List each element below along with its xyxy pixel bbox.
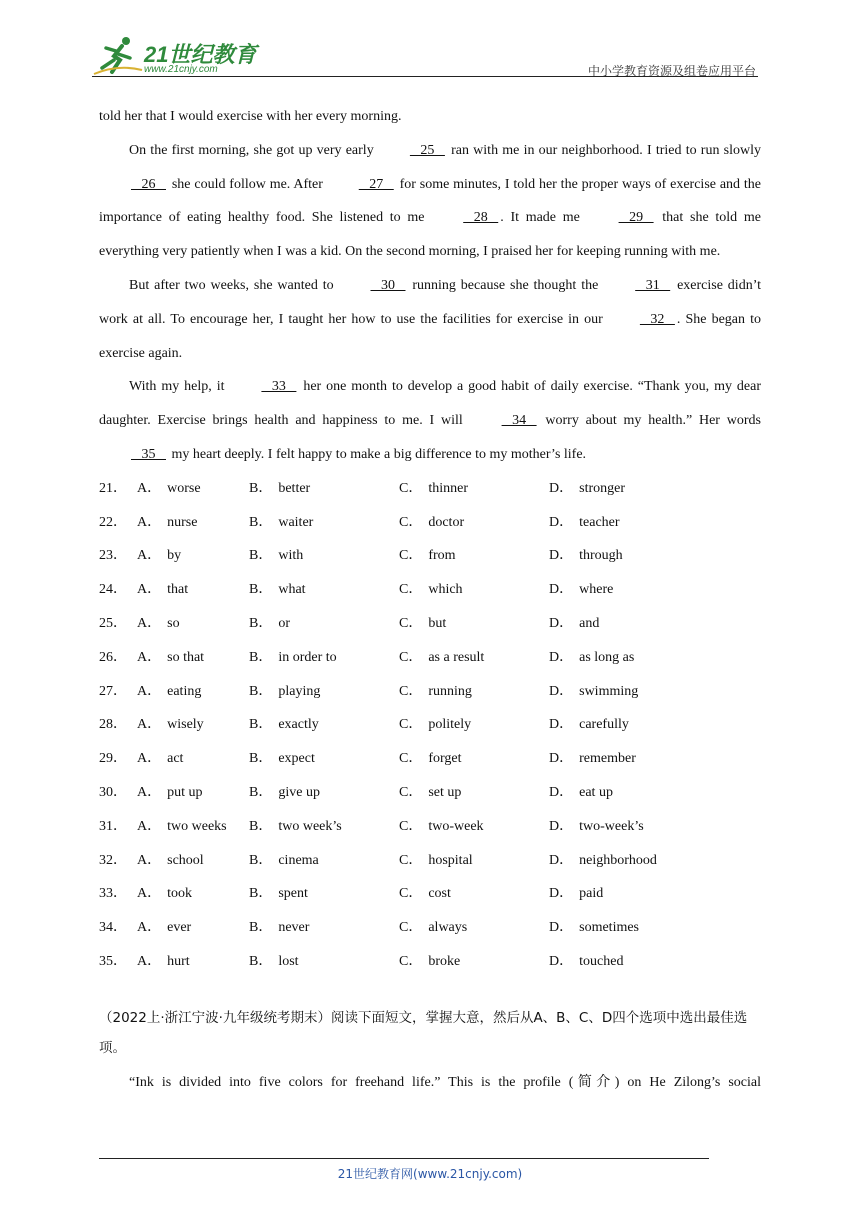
option-b bbox=[249, 641, 399, 675]
option-d bbox=[549, 506, 620, 540]
option-letter: C． bbox=[399, 683, 423, 699]
option-letter: D． bbox=[549, 886, 574, 902]
question-number: 22． bbox=[99, 514, 127, 530]
option-b bbox=[249, 810, 399, 844]
passage-paragraph bbox=[99, 134, 761, 269]
option-text: eat up bbox=[579, 784, 613, 800]
option-c bbox=[399, 810, 549, 844]
option-text: touched bbox=[579, 953, 624, 969]
option-letter: A． bbox=[137, 683, 162, 699]
option-c bbox=[399, 607, 549, 641]
passage-text: she could follow me. After bbox=[168, 176, 327, 192]
cloze-blank: 35 bbox=[131, 446, 166, 462]
option-text: running bbox=[428, 683, 472, 699]
option-b bbox=[249, 742, 399, 776]
passage-text: But after two weeks, she wanted to bbox=[129, 277, 339, 293]
option-text: that bbox=[167, 582, 189, 598]
option-a bbox=[137, 607, 249, 641]
option-letter: D． bbox=[549, 582, 574, 598]
question-options-row bbox=[99, 607, 761, 641]
option-b bbox=[249, 708, 399, 742]
option-letter: A． bbox=[137, 852, 162, 868]
question-number: 29． bbox=[99, 751, 127, 767]
option-letter: D． bbox=[549, 818, 574, 834]
option-c bbox=[399, 877, 549, 911]
question-number: 32． bbox=[99, 852, 127, 868]
option-letter: A． bbox=[137, 920, 162, 936]
option-letter: B． bbox=[249, 751, 273, 767]
header-divider bbox=[92, 76, 758, 77]
option-text: through bbox=[579, 548, 623, 564]
option-text: and bbox=[579, 615, 600, 631]
option-a bbox=[137, 911, 249, 945]
option-c bbox=[399, 506, 549, 540]
option-text: but bbox=[428, 615, 447, 631]
option-letter: C． bbox=[399, 649, 423, 665]
footer-divider bbox=[99, 1158, 709, 1159]
option-c bbox=[399, 472, 549, 506]
passage-text: With my help, it bbox=[129, 379, 230, 395]
option-c bbox=[399, 573, 549, 607]
option-letter: C． bbox=[399, 920, 423, 936]
option-text: two week’s bbox=[278, 818, 342, 834]
option-text: so bbox=[167, 615, 180, 631]
cloze-blank: 28 bbox=[463, 210, 499, 226]
question-number: 28． bbox=[99, 717, 127, 733]
option-text: sometimes bbox=[579, 920, 640, 936]
logo-url: www.21cnjy.com bbox=[144, 64, 218, 75]
passage-text: On the first morning, she got up very early bbox=[129, 142, 378, 158]
option-c bbox=[399, 675, 549, 709]
option-text: as long as bbox=[579, 649, 635, 665]
question-number: 30． bbox=[99, 784, 127, 800]
passage-text: . It made me bbox=[500, 210, 587, 226]
question-options-row bbox=[99, 539, 761, 573]
question-options-row bbox=[99, 776, 761, 810]
option-text: carefully bbox=[579, 717, 629, 733]
passage-text: . She began to exercise again. bbox=[99, 311, 761, 361]
question-options-row bbox=[99, 506, 761, 540]
option-text: with bbox=[278, 548, 304, 564]
option-letter: D． bbox=[549, 649, 574, 665]
passage-text: exercise didn’t work at all. To encourage her, I taught her how to use the facilities for exercise in our bbox=[99, 277, 761, 327]
option-letter: B． bbox=[249, 582, 273, 598]
passage-text: told her that I would exercise with her every morning. bbox=[99, 109, 402, 124]
question-options-row bbox=[99, 573, 761, 607]
option-letter: D． bbox=[549, 717, 574, 733]
option-a bbox=[137, 641, 249, 675]
option-d bbox=[549, 945, 623, 979]
cloze-blank: 30 bbox=[370, 277, 406, 293]
option-a bbox=[137, 708, 249, 742]
option-text: forget bbox=[428, 751, 462, 767]
option-letter: B． bbox=[249, 818, 273, 834]
option-text: set up bbox=[428, 784, 462, 800]
option-b bbox=[249, 573, 399, 607]
option-c bbox=[399, 708, 549, 742]
question-number: 33． bbox=[99, 886, 127, 902]
cloze-blank: 33 bbox=[261, 379, 297, 395]
option-b bbox=[249, 472, 399, 506]
option-text: hospital bbox=[428, 852, 473, 868]
option-text: exactly bbox=[278, 717, 319, 733]
question-number: 31． bbox=[99, 818, 127, 834]
passage-text: for some minutes, I told her the proper ways of exercise and the importance of eating healthy food. She listened to me bbox=[99, 176, 761, 226]
option-letter: B． bbox=[249, 480, 273, 496]
option-text: where bbox=[579, 582, 614, 598]
passage-text: that she told me everything very patiently when I was a kid. On the second morning, I praised her for keeping running with me. bbox=[99, 210, 761, 260]
option-letter: D． bbox=[549, 751, 574, 767]
question-number: 35． bbox=[99, 953, 127, 969]
option-b bbox=[249, 776, 399, 810]
option-letter: B． bbox=[249, 953, 273, 969]
option-letter: A． bbox=[137, 615, 162, 631]
option-text: swimming bbox=[579, 683, 639, 699]
option-a bbox=[137, 742, 249, 776]
option-text: broke bbox=[428, 953, 461, 969]
option-text: two weeks bbox=[167, 818, 227, 834]
option-text: stronger bbox=[579, 480, 626, 496]
question-number: 23． bbox=[99, 548, 127, 564]
cloze-blank: 25 bbox=[409, 142, 445, 158]
passage-text: running because she thought the bbox=[407, 277, 604, 293]
option-text: paid bbox=[579, 886, 604, 902]
passage-paragraph bbox=[99, 100, 761, 134]
option-text: took bbox=[167, 886, 193, 902]
option-d bbox=[549, 844, 657, 878]
option-a bbox=[137, 945, 249, 979]
option-letter: C． bbox=[399, 886, 423, 902]
option-text: thinner bbox=[428, 480, 468, 496]
option-text: better bbox=[278, 480, 311, 496]
option-text: remember bbox=[579, 751, 636, 767]
option-c bbox=[399, 742, 549, 776]
option-d bbox=[549, 675, 638, 709]
option-text: doctor bbox=[428, 514, 465, 530]
option-text: what bbox=[278, 582, 306, 598]
question-number: 25． bbox=[99, 615, 127, 631]
option-text: or bbox=[278, 615, 291, 631]
option-text: two-week’s bbox=[579, 818, 644, 834]
option-text: nurse bbox=[167, 514, 198, 530]
option-text: which bbox=[428, 582, 463, 598]
option-letter: B． bbox=[249, 886, 273, 902]
option-c bbox=[399, 776, 549, 810]
option-d bbox=[549, 539, 623, 573]
section-instruction: （2022上·浙江宁波·九年级统考期末）阅读下面短文，掌握大意，然后从A、B、C、D四个选项中选出最佳选项。 bbox=[99, 1009, 748, 1056]
option-c bbox=[399, 911, 549, 945]
option-text: playing bbox=[278, 683, 321, 699]
option-letter: B． bbox=[249, 784, 273, 800]
option-a bbox=[137, 776, 249, 810]
option-letter: B． bbox=[249, 649, 273, 665]
option-text: so that bbox=[167, 649, 205, 665]
option-letter: A． bbox=[137, 548, 162, 564]
option-letter: B． bbox=[249, 548, 273, 564]
option-letter: C． bbox=[399, 717, 423, 733]
cloze-blank: 34 bbox=[501, 413, 537, 429]
option-text: waiter bbox=[278, 514, 314, 530]
option-c bbox=[399, 539, 549, 573]
cloze-blank: 26 bbox=[131, 176, 166, 192]
option-text: teacher bbox=[579, 514, 620, 530]
option-a bbox=[137, 877, 249, 911]
option-letter: C． bbox=[399, 953, 423, 969]
option-text: act bbox=[167, 751, 184, 767]
question-number: 21． bbox=[99, 480, 127, 496]
option-b bbox=[249, 675, 399, 709]
option-text: as a result bbox=[428, 649, 485, 665]
passage-text: her one month to develop a good habit of daily exercise. “Thank you, my dear daughter. Exercise brings health and happiness to me. I will bbox=[99, 379, 761, 429]
next-passage-first-line: “Ink is divided into five colors for freehand life.” This is the profile (简介) on He Zilong’s social bbox=[129, 1074, 761, 1090]
option-letter: B． bbox=[249, 514, 273, 530]
option-letter: B． bbox=[249, 920, 273, 936]
option-c bbox=[399, 641, 549, 675]
question-number: 34． bbox=[99, 920, 127, 936]
option-letter: C． bbox=[399, 548, 423, 564]
option-b bbox=[249, 607, 399, 641]
option-d bbox=[549, 742, 636, 776]
passage-paragraph bbox=[99, 269, 761, 370]
option-b bbox=[249, 911, 399, 945]
option-a bbox=[137, 844, 249, 878]
passage-text: my heart deeply. I felt happy to make a big difference to my mother’s life. bbox=[168, 446, 587, 462]
cloze-passage bbox=[99, 100, 761, 472]
option-letter: A． bbox=[137, 818, 162, 834]
platform-name: 中小学教育资源及组卷应用平台 bbox=[587, 64, 756, 78]
runner-logo-icon bbox=[92, 34, 144, 76]
option-d bbox=[549, 708, 629, 742]
option-text: by bbox=[167, 548, 182, 564]
site-logo bbox=[92, 34, 262, 76]
option-text: cost bbox=[428, 886, 451, 902]
option-text: give up bbox=[278, 784, 320, 800]
option-text: from bbox=[428, 548, 456, 564]
option-letter: C． bbox=[399, 751, 423, 767]
page-content bbox=[99, 100, 761, 1100]
option-letter: D． bbox=[549, 784, 574, 800]
option-letter: D． bbox=[549, 953, 574, 969]
option-text: expect bbox=[278, 751, 315, 767]
question-options-row bbox=[99, 742, 761, 776]
option-a bbox=[137, 506, 249, 540]
option-d bbox=[549, 877, 603, 911]
option-d bbox=[549, 776, 613, 810]
passage-text: ran with me in our neighborhood. I tried to run slowly bbox=[446, 142, 761, 158]
option-text: put up bbox=[167, 784, 203, 800]
option-d bbox=[549, 472, 625, 506]
option-text: cinema bbox=[278, 852, 319, 868]
option-b bbox=[249, 945, 399, 979]
option-a bbox=[137, 675, 249, 709]
option-letter: D． bbox=[549, 480, 574, 496]
option-letter: C． bbox=[399, 818, 423, 834]
footer-text: 21世纪教育网(www.21cnjy.com) bbox=[337, 1167, 523, 1181]
option-letter: B． bbox=[249, 615, 273, 631]
option-b bbox=[249, 539, 399, 573]
option-d bbox=[549, 607, 599, 641]
option-letter: D． bbox=[549, 683, 574, 699]
option-a bbox=[137, 810, 249, 844]
question-options-row bbox=[99, 877, 761, 911]
option-letter: B． bbox=[249, 683, 273, 699]
option-b bbox=[249, 506, 399, 540]
option-letter: C． bbox=[399, 582, 423, 598]
option-text: politely bbox=[428, 717, 472, 733]
option-letter: A． bbox=[137, 886, 162, 902]
option-letter: C． bbox=[399, 852, 423, 868]
cloze-blank: 27 bbox=[358, 176, 394, 192]
option-c bbox=[399, 844, 549, 878]
option-letter: A． bbox=[137, 784, 162, 800]
option-letter: D． bbox=[549, 920, 574, 936]
question-options-row bbox=[99, 708, 761, 742]
option-letter: D． bbox=[549, 514, 574, 530]
option-letter: A． bbox=[137, 751, 162, 767]
logo-text: 21世纪教育 bbox=[144, 42, 257, 67]
option-b bbox=[249, 877, 399, 911]
option-a bbox=[137, 472, 249, 506]
option-text: wisely bbox=[167, 717, 204, 733]
option-a bbox=[137, 539, 249, 573]
cloze-blank: 31 bbox=[635, 277, 671, 293]
option-text: neighborhood bbox=[579, 852, 657, 868]
option-letter: A． bbox=[137, 582, 162, 598]
options-list bbox=[99, 472, 761, 979]
passage-text: worry about my health.” Her words bbox=[538, 413, 761, 429]
option-letter: D． bbox=[549, 548, 574, 564]
option-text: worse bbox=[167, 480, 201, 496]
option-text: ever bbox=[167, 920, 192, 936]
option-b bbox=[249, 844, 399, 878]
option-letter: A． bbox=[137, 649, 162, 665]
option-d bbox=[549, 911, 639, 945]
option-d bbox=[549, 810, 644, 844]
option-text: lost bbox=[278, 953, 299, 969]
option-letter: B． bbox=[249, 852, 273, 868]
option-a bbox=[137, 573, 249, 607]
question-number: 24． bbox=[99, 582, 127, 598]
question-options-row bbox=[99, 945, 761, 979]
question-options-row bbox=[99, 844, 761, 878]
question-options-row bbox=[99, 911, 761, 945]
option-letter: C． bbox=[399, 784, 423, 800]
option-letter: D． bbox=[549, 852, 574, 868]
question-options-row bbox=[99, 472, 761, 506]
option-letter: B． bbox=[249, 717, 273, 733]
option-letter: A． bbox=[137, 717, 162, 733]
option-c bbox=[399, 945, 549, 979]
question-options-row bbox=[99, 810, 761, 844]
option-d bbox=[549, 641, 634, 675]
option-text: eating bbox=[167, 683, 202, 699]
option-letter: A． bbox=[137, 480, 162, 496]
question-number: 27． bbox=[99, 683, 127, 699]
question-options-row bbox=[99, 675, 761, 709]
option-text: always bbox=[428, 920, 468, 936]
option-letter: D． bbox=[549, 615, 574, 631]
option-d bbox=[549, 573, 613, 607]
option-text: spent bbox=[278, 886, 308, 902]
passage-paragraph bbox=[99, 370, 761, 471]
option-letter: C． bbox=[399, 514, 423, 530]
option-letter: A． bbox=[137, 953, 162, 969]
question-number: 26． bbox=[99, 649, 127, 665]
question-options-row bbox=[99, 641, 761, 675]
option-letter: C． bbox=[399, 480, 423, 496]
option-text: hurt bbox=[167, 953, 190, 969]
page-header bbox=[92, 32, 758, 78]
option-text: two-week bbox=[428, 818, 484, 834]
option-text: school bbox=[167, 852, 204, 868]
option-text: in order to bbox=[278, 649, 337, 665]
cloze-blank: 29 bbox=[618, 210, 654, 226]
option-letter: A． bbox=[137, 514, 162, 530]
cloze-blank: 32 bbox=[639, 311, 675, 327]
option-text: never bbox=[278, 920, 310, 936]
option-letter: C． bbox=[399, 615, 423, 631]
